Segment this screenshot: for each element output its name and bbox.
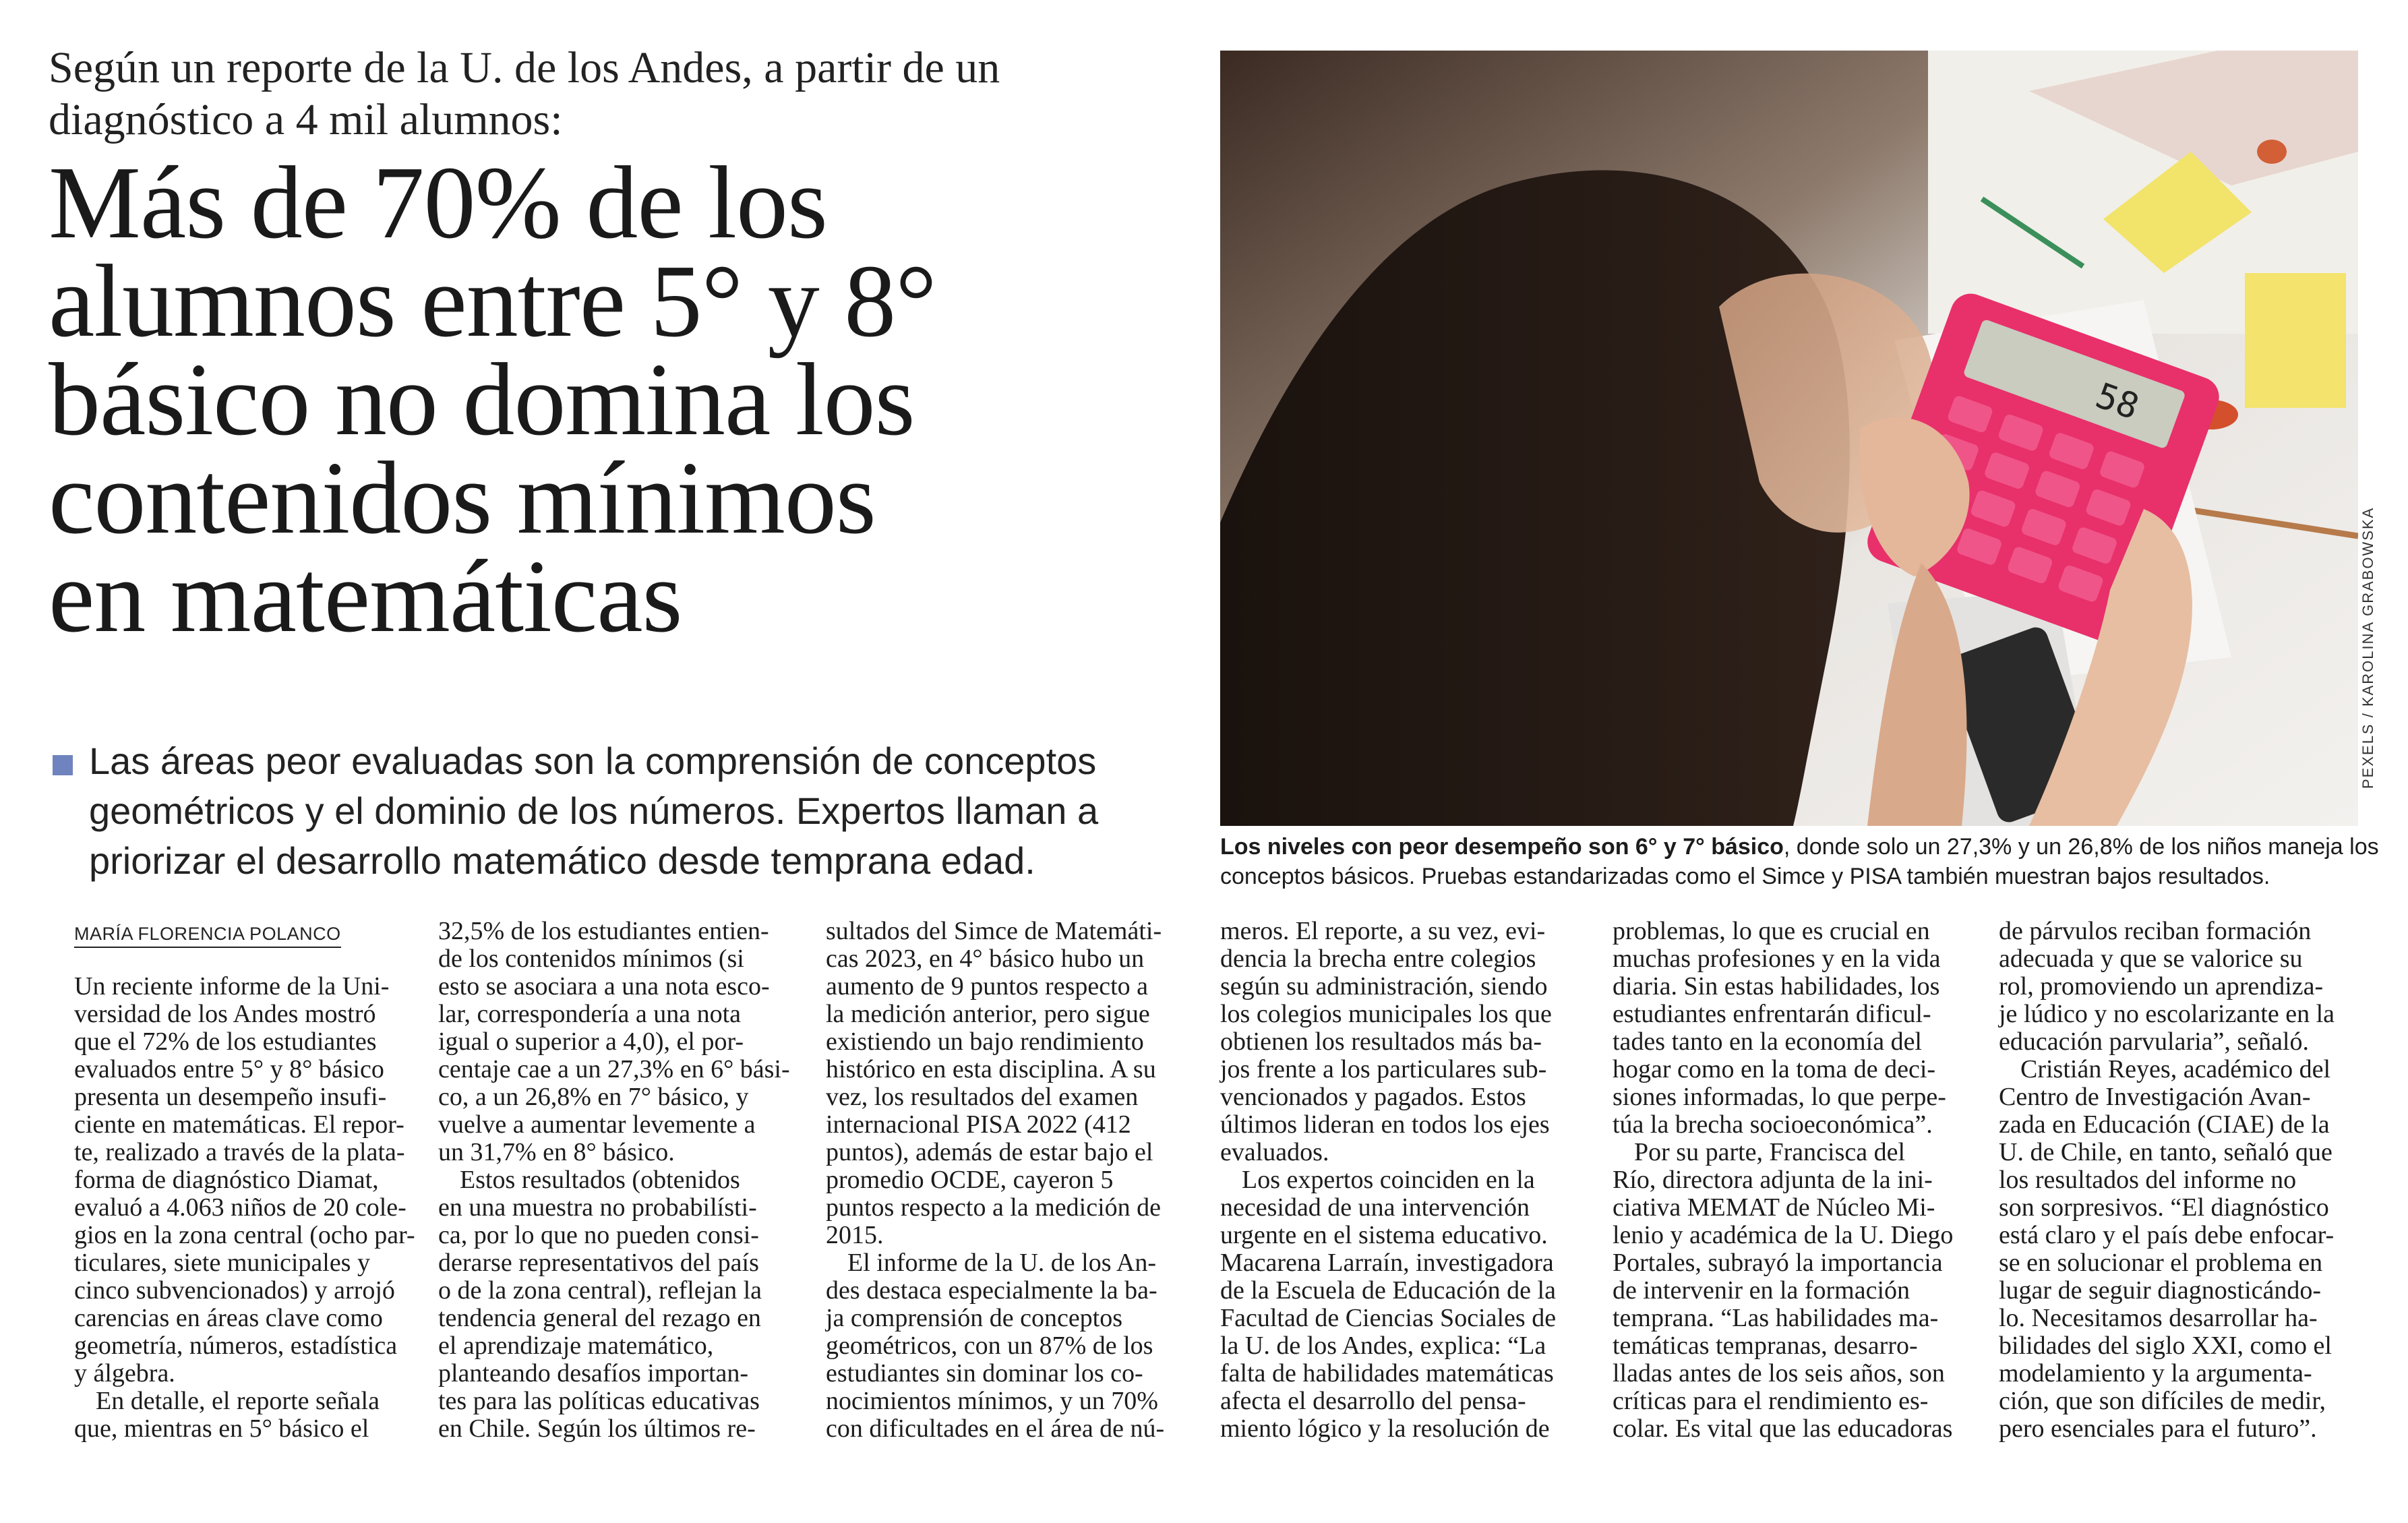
article-line: lenio y académica de la U. Diego	[1613, 1221, 1954, 1249]
article-line: el aprendizaje matemático,	[438, 1332, 714, 1360]
article-line: críticas para el rendimiento es-	[1613, 1387, 1929, 1415]
deck-line: geométricos y el dominio de los números. Expertos llaman a	[89, 789, 1099, 832]
article-line: igual o superior a 4,0), el por-	[438, 1027, 744, 1056]
article-column-2	[438, 918, 800, 1443]
article-line: lar, correspondería a una nota	[438, 1000, 741, 1028]
article-line: Estos resultados (obtenidos	[460, 1166, 740, 1194]
article-line: cas 2023, en 4° básico hubo un	[826, 945, 1145, 973]
square-bullet-icon	[53, 755, 73, 775]
article-line: tades tanto en la economía del	[1613, 1027, 1922, 1056]
article-line: urgente en el sistema educativo.	[1220, 1221, 1548, 1249]
article-line: falta de habilidades matemáticas	[1220, 1359, 1554, 1387]
byline: MARÍA FLORENCIA POLANCO	[74, 924, 341, 948]
article-line: de la Escuela de Educación de la	[1220, 1276, 1556, 1305]
article-line: existiendo un bajo rendimiento	[826, 1027, 1144, 1056]
article-line: geométricos, con un 87% de los	[826, 1332, 1153, 1360]
article-line: carencias en áreas clave como	[74, 1304, 383, 1332]
article-line: puntos), además de estar bajo el	[826, 1138, 1153, 1166]
headline-line: contenidos mínimos	[49, 441, 876, 556]
article-line: lo. Necesitamos desarrollar ha-	[1999, 1304, 2318, 1332]
article-line: muchas profesiones y en la vida	[1613, 945, 1941, 973]
article-line: educación parvularia”, señaló.	[1999, 1027, 2309, 1056]
article-line: esto se asociara a una nota esco-	[438, 972, 770, 1001]
article-line: estudiantes sin dominar los co-	[826, 1359, 1143, 1387]
article-line: El informe de la U. de los An-	[847, 1249, 1157, 1277]
article-line: derarse representativos del país	[438, 1249, 759, 1277]
article-line: 32,5% de los estudiantes entien-	[438, 917, 769, 945]
article-line: histórico en esta disciplina. A su	[826, 1055, 1156, 1083]
article-line: de intervenir en la formación	[1613, 1276, 1910, 1305]
article-line: tes para las políticas educativas	[438, 1387, 760, 1415]
article-line: temáticas tempranas, desarro-	[1613, 1332, 1918, 1360]
headline	[49, 146, 1195, 654]
article-line: lladas antes de los seis años, son	[1613, 1359, 1945, 1387]
article-line: temprana. “Las habilidades ma-	[1613, 1304, 1939, 1332]
article-line: je lúdico y no escolarizante en la	[1999, 1000, 2335, 1028]
article-line: bilidades del siglo XXI, como el	[1999, 1332, 2332, 1360]
article-line: ción, que son difíciles de medir,	[1999, 1387, 2326, 1415]
article-line: cinco subvencionados) y arrojó	[74, 1276, 395, 1305]
article-line: co, a un 26,8% en 7° básico, y	[438, 1083, 749, 1111]
article-line: presenta un desempeño insufi-	[74, 1083, 387, 1111]
article-line: promedio OCDE, cayeron 5	[826, 1166, 1114, 1194]
article-line: evaluados entre 5° y 8° básico	[74, 1055, 384, 1083]
article-line: ciente en matemáticas. El repor-	[74, 1110, 404, 1139]
article-line: ja comprensión de conceptos	[826, 1304, 1123, 1332]
deck-line: priorizar el desarrollo matemático desde temprana edad.	[89, 839, 1035, 882]
article-line: la medición anterior, pero sigue	[826, 1000, 1150, 1028]
article-line: un 31,7% en 8° básico.	[438, 1138, 675, 1166]
article-line: puntos respecto a la medición de	[826, 1193, 1162, 1222]
kicker-line: Según un reporte de la U. de los Andes, a partir de un	[49, 43, 1000, 92]
article-line: o de la zona central), reflejan la	[438, 1276, 762, 1305]
article-line: evaluados.	[1220, 1138, 1329, 1166]
caption-text: conceptos básicos. Pruebas estandarizadas como el Simce y PISA también muestran bajos resultados.	[1220, 864, 2270, 889]
article-column-4	[1220, 918, 1582, 1443]
headline-line: Más de 70% de los	[49, 146, 827, 260]
article-line: lugar de seguir diagnosticándo-	[1999, 1276, 2322, 1305]
article-line: vez, los resultados del examen	[826, 1083, 1139, 1111]
caption-bold: Los niveles con peor desempeño son 6° y 7° básico	[1220, 834, 1784, 860]
article-column-3	[826, 918, 1187, 1443]
article-photo	[1220, 51, 2358, 826]
headline-line: en matemáticas	[49, 539, 682, 654]
article-line: está claro y el país debe enfocar-	[1999, 1221, 2335, 1249]
article-line: versidad de los Andes mostró	[74, 1000, 376, 1028]
article-line: internacional PISA 2022 (412	[826, 1110, 1131, 1139]
caption-text: , donde solo un 27,3% y un 26,8% de los niños maneja los	[1783, 834, 2379, 860]
article-line: Los expertos coinciden en la	[1242, 1166, 1535, 1194]
article-line: 2015.	[826, 1221, 884, 1249]
article-line: meros. El reporte, a su vez, evi-	[1220, 917, 1546, 945]
kicker	[49, 42, 1168, 146]
article-line: Río, directora adjunta de la ini-	[1613, 1166, 1933, 1194]
article-line: problemas, lo que es crucial en	[1613, 917, 1930, 945]
article-line: afecta el desarrollo del pensa-	[1220, 1387, 1526, 1415]
kicker-line: diagnóstico a 4 mil alumnos:	[49, 95, 563, 144]
article-line: que el 72% de los estudiantes	[74, 1027, 377, 1056]
article-line: en una muestra no probabilísti-	[438, 1193, 757, 1222]
article-column-1	[74, 973, 435, 1443]
article-line: miento lógico y la resolución de	[1220, 1414, 1550, 1443]
article-line: Facultad de Ciencias Sociales de	[1220, 1304, 1557, 1332]
article-line: nocimientos mínimos, y un 70%	[826, 1387, 1158, 1415]
article-line: los resultados del informe no	[1999, 1166, 2297, 1194]
article-line: los colegios municipales los que	[1220, 1000, 1552, 1028]
article-line: túa la brecha socioeconómica”.	[1613, 1110, 1933, 1139]
article-line: te, realizado a través de la plata-	[74, 1138, 405, 1166]
article-line: necesidad de una intervención	[1220, 1193, 1530, 1222]
article-line: obtienen los resultados más ba-	[1220, 1027, 1542, 1056]
article-line: Por su parte, Francisca del	[1634, 1138, 1906, 1166]
headline-line: alumnos entre 5° y 8°	[49, 244, 936, 359]
article-line: sultados del Simce de Matemáti-	[826, 917, 1162, 945]
article-line: geometría, números, estadística	[74, 1332, 398, 1360]
article-line: ticulares, siete municipales y	[74, 1249, 370, 1277]
article-line: y álgebra.	[74, 1359, 175, 1387]
article-line: tendencia general del rezago en	[438, 1304, 761, 1332]
article-line: jos frente a los particulares sub-	[1220, 1055, 1547, 1083]
article-line: diaria. Sin estas habilidades, los	[1613, 972, 1940, 1001]
deck-line: Las áreas peor evaluadas son la comprensión de conceptos	[89, 740, 1097, 782]
headline-line: básico no domina los	[49, 342, 915, 457]
article-line: centaje cae a un 27,3% en 6° bási-	[438, 1055, 790, 1083]
article-line: U. de Chile, en tanto, señaló que	[1999, 1138, 2332, 1166]
article-line: forma de diagnóstico Diamat,	[74, 1166, 379, 1194]
article-line: colar. Es vital que las educadoras	[1613, 1414, 1953, 1443]
article-line: Centro de Investigación Avan-	[1999, 1083, 2311, 1111]
article-line: En detalle, el reporte señala	[96, 1387, 380, 1415]
article-column-5	[1613, 918, 1974, 1443]
article-line: adecuada y que se valorice su	[1999, 945, 2303, 973]
article-line: vuelve a aumentar levemente a	[438, 1110, 756, 1139]
article-line: zada en Educación (CIAE) de la	[1999, 1110, 2330, 1139]
article-line: planteando desafíos importan-	[438, 1359, 749, 1387]
article-line: modelamiento y la argumenta-	[1999, 1359, 2312, 1387]
article-line: hogar como en la toma de deci-	[1613, 1055, 1936, 1083]
article-line: se en solucionar el problema en	[1999, 1249, 2323, 1277]
article-line: vencionados y pagados. Estos	[1220, 1083, 1526, 1111]
article-line: des destaca especialmente la ba-	[826, 1276, 1157, 1305]
article-line: rol, promoviendo un aprendiza-	[1999, 972, 2324, 1001]
article-line: estudiantes enfrentarán dificul-	[1613, 1000, 1931, 1028]
article-line: con dificultades en el área de nú-	[826, 1414, 1165, 1443]
article-line: de párvulos reciban formación	[1999, 917, 2312, 945]
article-line: en Chile. Según los últimos re-	[438, 1414, 756, 1443]
article-line: según su administración, siendo	[1220, 972, 1548, 1001]
article-line: ca, por lo que no pueden consi-	[438, 1221, 759, 1249]
photo-caption	[1220, 832, 2379, 891]
article-line: Cristián Reyes, académico del	[2020, 1055, 2331, 1083]
article-line: Un reciente informe de la Uni-	[74, 972, 390, 1001]
article-line: dencia la brecha entre colegios	[1220, 945, 1536, 973]
article-line: siones informadas, lo que perpe-	[1613, 1083, 1946, 1111]
article-line: Portales, subrayó la importancia	[1613, 1249, 1943, 1277]
article-line: Macarena Larraín, investigadora	[1220, 1249, 1554, 1277]
article-column-6	[1999, 918, 2360, 1443]
article-line: evaluó a 4.063 niños de 20 cole-	[74, 1193, 407, 1222]
photo-student-calculator-icon	[1220, 51, 2358, 826]
calculator-display: 58	[2090, 375, 2144, 428]
article-line: ciativa MEMAT de Núcleo Mi-	[1613, 1193, 1935, 1222]
article-line: gios en la zona central (ocho par-	[74, 1221, 415, 1249]
article-line: son sorpresivos. “El diagnóstico	[1999, 1193, 2329, 1222]
article-line: que, mientras en 5° básico el	[74, 1414, 369, 1443]
article-line: de los contenidos mínimos (si	[438, 945, 744, 973]
deck	[49, 736, 1181, 886]
article-line: aumento de 9 puntos respecto a	[826, 972, 1149, 1001]
article-line: últimos lideran en todos los ejes	[1220, 1110, 1550, 1139]
article-line: pero esenciales para el futuro”.	[1999, 1414, 2317, 1443]
article-line: la U. de los Andes, explica: “La	[1220, 1332, 1546, 1360]
